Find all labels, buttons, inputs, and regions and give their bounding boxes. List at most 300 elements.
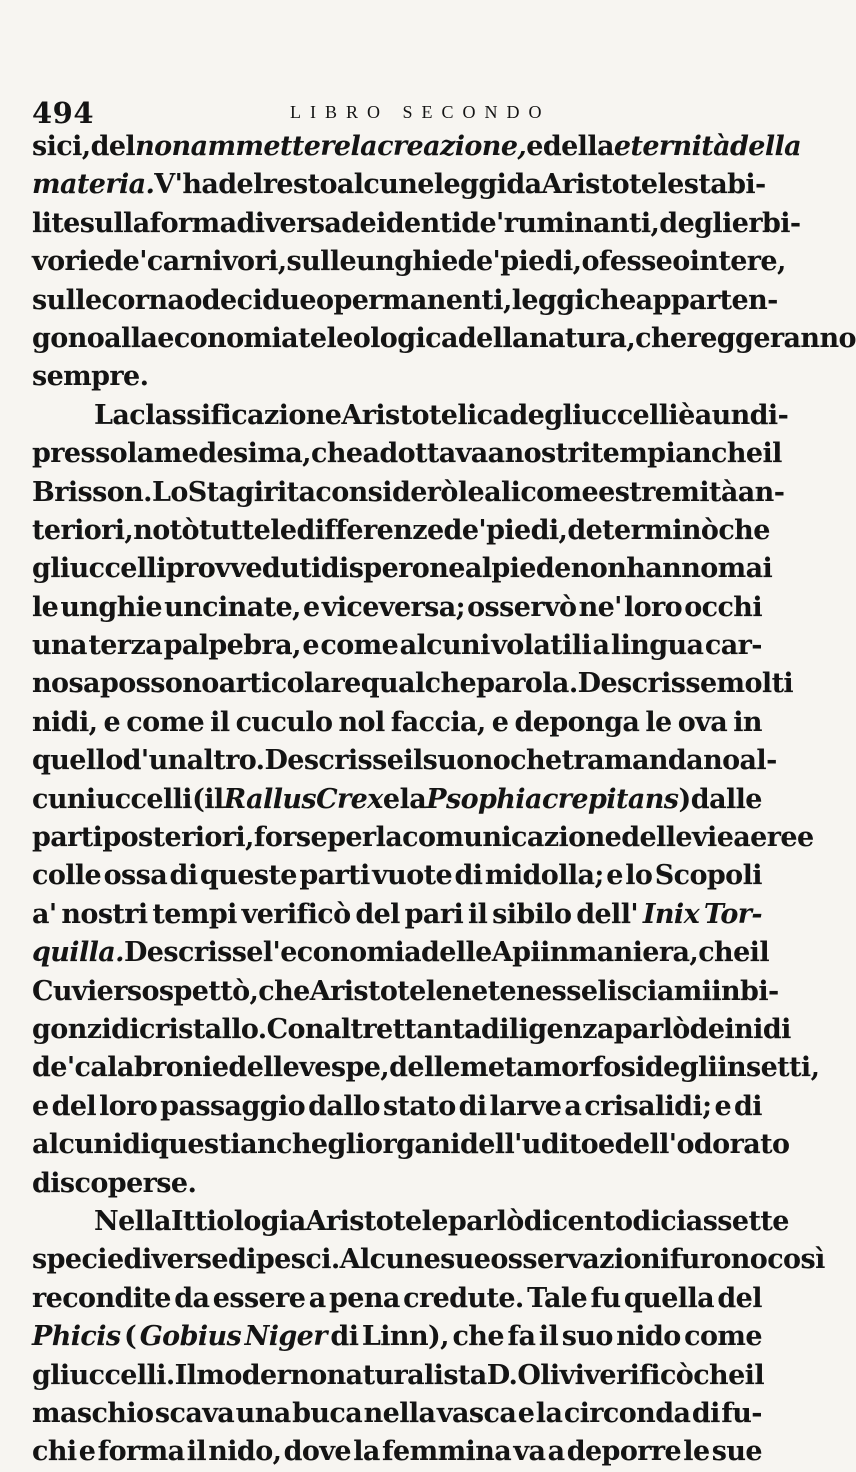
word: nidi [734, 1013, 791, 1045]
word: diversa [236, 207, 342, 239]
word: uccelli. [69, 1359, 175, 1391]
word: gli [32, 553, 70, 585]
word: così [767, 1244, 825, 1276]
word: articolare [218, 668, 361, 700]
word: vuote [372, 860, 453, 892]
word: loro [99, 1090, 158, 1122]
word: di [330, 1321, 359, 1353]
italic-word: la [350, 131, 378, 162]
word: molti [716, 668, 794, 700]
word: e [32, 1090, 49, 1122]
word: Linn), [361, 1321, 449, 1353]
word: del [218, 169, 263, 201]
word: forma [97, 1436, 185, 1468]
word: del [355, 898, 400, 930]
word: fesse [598, 246, 673, 278]
word: lo [625, 860, 653, 892]
italic-word: Inix [642, 898, 700, 930]
word: e [211, 1052, 229, 1084]
word: Alcune [339, 1244, 441, 1276]
word: suo [561, 1321, 613, 1353]
running-head: LIBRO SECONDO [290, 102, 551, 122]
word: colle [32, 860, 102, 892]
word: dei [689, 1013, 735, 1045]
word: Tale [527, 1282, 588, 1314]
word: al [464, 553, 492, 585]
word: o [672, 246, 690, 278]
word: osservazioni [490, 1244, 670, 1276]
text-line [32, 282, 778, 320]
word: differenze [296, 514, 444, 546]
word: queste [199, 860, 297, 892]
text-line [32, 205, 801, 243]
word: dell' [614, 1129, 677, 1161]
text-line [32, 1165, 762, 1203]
word: in [733, 706, 762, 738]
word: in [711, 975, 741, 1007]
word: tempi [590, 438, 676, 470]
word: posteriori, [102, 822, 254, 854]
word: passaggio [160, 1090, 306, 1122]
word: a [694, 399, 712, 431]
word: di [169, 860, 198, 892]
word: degli [659, 207, 732, 239]
word: vori [32, 246, 88, 278]
word: gono [32, 322, 105, 354]
text-line [32, 819, 814, 857]
word: altrettanta [323, 1013, 481, 1045]
word: tutte [198, 514, 271, 546]
text-line [32, 589, 762, 627]
text-line [32, 1203, 789, 1241]
word: an- [737, 476, 785, 508]
word: presso [32, 438, 128, 470]
word: diverse [123, 1244, 228, 1276]
word: va [513, 1436, 546, 1468]
word: le [645, 706, 672, 738]
word: faccia, [390, 706, 486, 738]
word: volatili [491, 630, 592, 662]
word: pena [328, 1282, 400, 1314]
word: bi- [740, 975, 779, 1007]
word: teriori, [32, 514, 134, 546]
text-line [32, 474, 785, 512]
word: in [540, 937, 569, 969]
word: permanenti, [333, 284, 512, 316]
word: e [491, 706, 509, 738]
word: e [302, 591, 320, 623]
word: come [320, 630, 399, 662]
text-line [32, 1318, 762, 1356]
text-line [32, 1126, 790, 1164]
word: organi [365, 1129, 460, 1161]
word: nosa [32, 668, 100, 700]
word: non [570, 553, 627, 585]
word: tempi [152, 898, 237, 930]
word: specie [32, 1244, 124, 1276]
text-line [32, 435, 782, 473]
word: il [210, 706, 230, 738]
word: possono [99, 668, 219, 700]
word: de' [32, 1052, 75, 1084]
word: di [734, 1090, 762, 1122]
word: La [94, 399, 130, 431]
word: maschio [32, 1397, 154, 1429]
word: dell' [576, 898, 639, 930]
word: e [382, 783, 400, 815]
word: hanno [626, 553, 718, 585]
word: palpebra, [163, 630, 301, 662]
word: le [32, 591, 59, 623]
word: sperone [348, 553, 465, 585]
word: delle [421, 937, 492, 969]
word: quella [623, 1282, 715, 1314]
word: per [327, 822, 376, 854]
word: metamorfosi [459, 1052, 645, 1084]
word: Aristotele [309, 975, 452, 1007]
word: unghie [60, 591, 162, 623]
word: osservò [467, 591, 577, 623]
word: di- [749, 399, 789, 431]
word: Descrisse [123, 937, 263, 969]
text-line [32, 1241, 825, 1279]
word: della [457, 322, 529, 354]
word: parti [32, 822, 103, 854]
text-line [32, 1049, 820, 1087]
word: stato [382, 1090, 456, 1122]
word: reggeranno [686, 322, 856, 354]
word: da [174, 1282, 210, 1314]
word: d' [122, 745, 149, 777]
word: Descrisse [577, 668, 717, 700]
word: fa [507, 1321, 536, 1353]
word: del [51, 1090, 97, 1122]
word: Olivi [517, 1359, 585, 1391]
word: uncinate, [164, 591, 301, 623]
word: cuculo [235, 706, 333, 738]
text-line [32, 320, 856, 358]
word-gap [148, 358, 158, 396]
word: forse [253, 822, 328, 854]
word: diligenza [481, 1013, 614, 1045]
text-line [32, 1357, 762, 1395]
word: Con [266, 1013, 324, 1045]
word: de'piedi, [457, 246, 582, 278]
word: una [32, 630, 87, 662]
italic-word: eternità [613, 131, 730, 162]
word: (il [192, 783, 224, 815]
word: piedi, [486, 514, 568, 546]
word: decidue [201, 284, 317, 316]
word: di [523, 1205, 552, 1237]
word: cristallo. [139, 1013, 267, 1045]
italic-word: Rallus [223, 783, 317, 815]
word: Ittiologia [170, 1205, 306, 1237]
word: come [126, 706, 205, 738]
word: medesima, [153, 438, 311, 470]
page-header [32, 96, 772, 130]
word: teleologica [298, 322, 458, 354]
page-number: 494 [32, 96, 95, 130]
text-line [32, 627, 762, 665]
word: sciami [616, 975, 712, 1007]
word: leggi [433, 169, 507, 201]
word: li [597, 975, 617, 1007]
word: ova [677, 706, 728, 738]
word: parti [299, 860, 370, 892]
word: la [375, 822, 403, 854]
word: che [635, 322, 687, 354]
word: sulla [79, 207, 150, 239]
word: di [227, 1244, 256, 1276]
word: il [538, 1321, 559, 1353]
word: provveduti [165, 553, 321, 585]
word: de'carnivori, [104, 246, 287, 278]
text-line [32, 896, 762, 934]
word: mai [717, 553, 773, 585]
text-line [32, 358, 762, 396]
text-line [32, 781, 762, 819]
word: resto [262, 169, 337, 201]
word: dove [283, 1436, 352, 1468]
word: a [547, 1436, 565, 1468]
word: da [506, 169, 542, 201]
text-line [32, 397, 789, 435]
word: che [452, 1321, 504, 1353]
word: naturalista [326, 1359, 487, 1391]
word: D. [486, 1359, 518, 1391]
word: il [762, 438, 782, 470]
word: a [592, 630, 610, 662]
word: e [598, 1129, 615, 1161]
word: stabi- [683, 169, 766, 201]
word: questi [150, 1129, 241, 1161]
word: midolla; [484, 860, 604, 892]
word: credute. [403, 1282, 524, 1314]
word: Brisson. [32, 476, 152, 508]
word: la [535, 1397, 563, 1429]
text-line [32, 665, 794, 703]
word: è [678, 399, 695, 431]
italic-word: Niger [244, 1321, 327, 1353]
italic-word: materia. [32, 169, 155, 201]
word: sulle [286, 246, 357, 278]
word: anche [675, 438, 763, 470]
word: erbi- [731, 207, 801, 239]
text-line [32, 550, 773, 588]
word: che [718, 514, 770, 546]
word: sibilo [492, 898, 572, 930]
word: ( [124, 1321, 137, 1353]
italic-word: creazione, [377, 131, 527, 162]
word: parlò [613, 1013, 690, 1045]
word: e [302, 630, 319, 662]
word: un [148, 745, 187, 777]
word: uccelli [69, 553, 166, 585]
word: parlò [447, 1205, 524, 1237]
word: sospettò, [126, 975, 259, 1007]
word: Api [491, 937, 541, 969]
word: cuni [32, 783, 96, 815]
word: crisalidi; [584, 1090, 712, 1122]
word: di [122, 1129, 151, 1161]
word: car- [704, 630, 762, 662]
word: il [467, 898, 488, 930]
word: di [691, 1397, 720, 1429]
word: come [520, 476, 599, 508]
word: alla [104, 322, 158, 354]
word: delle [228, 1052, 300, 1084]
word: nostri [61, 898, 148, 930]
text-line [32, 1088, 762, 1126]
word: o [316, 284, 334, 316]
word: ossa [103, 860, 168, 892]
word: larve [489, 1090, 562, 1122]
text-line [32, 128, 802, 166]
word: tenesse [487, 975, 598, 1007]
word: buca [292, 1397, 363, 1429]
word: ne' [578, 591, 622, 623]
word: economia [157, 322, 299, 354]
word: di [454, 860, 483, 892]
word: nido [616, 1321, 681, 1353]
word: ali [484, 476, 521, 508]
word: femmina [382, 1436, 512, 1468]
word: a [564, 1090, 582, 1122]
word: Aristotelica [341, 399, 510, 431]
word: che [698, 937, 750, 969]
word: anche [240, 1129, 328, 1161]
word: dalle [690, 783, 762, 815]
word: al- [739, 745, 777, 777]
italic-word: Gobius [139, 1321, 242, 1353]
word: a [487, 438, 505, 470]
word: notò [133, 514, 199, 546]
body-text [32, 128, 856, 1472]
text-line [32, 512, 770, 550]
word: la [127, 438, 154, 470]
word: delle [389, 1052, 460, 1084]
word: nidi, [32, 706, 98, 738]
word: delle [621, 822, 692, 854]
word: Lo [151, 476, 188, 508]
word: o [581, 246, 599, 278]
word: e [606, 860, 623, 892]
word: alcuni [399, 630, 490, 662]
word: la [399, 783, 427, 815]
word: classificazione [129, 399, 342, 431]
word: come [684, 1321, 762, 1353]
word: le [270, 514, 297, 546]
word: di [111, 1013, 140, 1045]
word: discoperse. [32, 1167, 197, 1199]
word: Stagirita [187, 476, 316, 508]
word: suono [422, 745, 511, 777]
word: e [526, 131, 543, 162]
word: tramandano [561, 745, 740, 777]
word: comunicazione [402, 822, 622, 854]
word: altro. [186, 745, 265, 777]
word: sempre. [32, 361, 149, 393]
text-line [32, 166, 766, 204]
word: che [693, 1359, 745, 1391]
word: verificò [241, 898, 351, 930]
word: degli [509, 399, 582, 431]
word: e [78, 1436, 96, 1468]
word: e [517, 1397, 535, 1429]
word: sulle [32, 284, 102, 316]
word: moderno [196, 1359, 327, 1391]
word: unghie [356, 246, 458, 278]
word: il [186, 1436, 207, 1468]
word: di [458, 1090, 487, 1122]
italic-word: crepitans [541, 783, 679, 815]
word: deponga [514, 706, 640, 738]
text-line [32, 704, 762, 742]
word: de'ruminanti, [461, 207, 660, 239]
word: che [258, 975, 310, 1007]
word: vasca [436, 1397, 517, 1429]
word: nostri [504, 438, 591, 470]
word: terza [88, 630, 163, 662]
word: e [714, 1090, 732, 1122]
word: della [542, 131, 614, 162]
italic-word: della [730, 131, 802, 162]
word: vie [691, 822, 734, 854]
italic-word: Psophia [426, 783, 542, 815]
word: considerò [315, 476, 458, 508]
word: intere, [689, 246, 786, 278]
word: qualche [360, 668, 477, 700]
word: odorato [676, 1129, 790, 1161]
word: vespe, [299, 1052, 390, 1084]
word: che [584, 284, 636, 316]
word: sue [711, 1436, 762, 1468]
text-line [32, 243, 786, 281]
text-line [32, 934, 769, 972]
word: il [403, 745, 423, 777]
word: furono [669, 1244, 768, 1276]
word: ne [451, 975, 488, 1007]
word: essere [212, 1282, 306, 1314]
word: o [184, 284, 202, 316]
word: adottava [362, 438, 488, 470]
text-line [32, 973, 779, 1011]
word: la [353, 1436, 380, 1468]
word: e [87, 246, 105, 278]
word: estremità [598, 476, 738, 508]
word: e [103, 706, 121, 738]
word: corna [101, 284, 185, 316]
word: circonda [563, 1397, 691, 1429]
word: il [749, 937, 769, 969]
word: dei [341, 207, 386, 239]
word: maniera, [568, 937, 699, 969]
word: a [308, 1282, 326, 1314]
word: natura, [528, 322, 636, 354]
word: quello [32, 745, 123, 777]
word: determinò [567, 514, 719, 546]
word: una [235, 1397, 291, 1429]
text-line [32, 1011, 791, 1049]
word: denti [385, 207, 462, 239]
word: chi [32, 1436, 77, 1468]
word: di [320, 553, 349, 585]
italic-word: quilla. [32, 937, 124, 969]
word: forma [149, 207, 237, 239]
word: calabroni [74, 1052, 212, 1084]
italic-word: Crex [316, 783, 383, 815]
